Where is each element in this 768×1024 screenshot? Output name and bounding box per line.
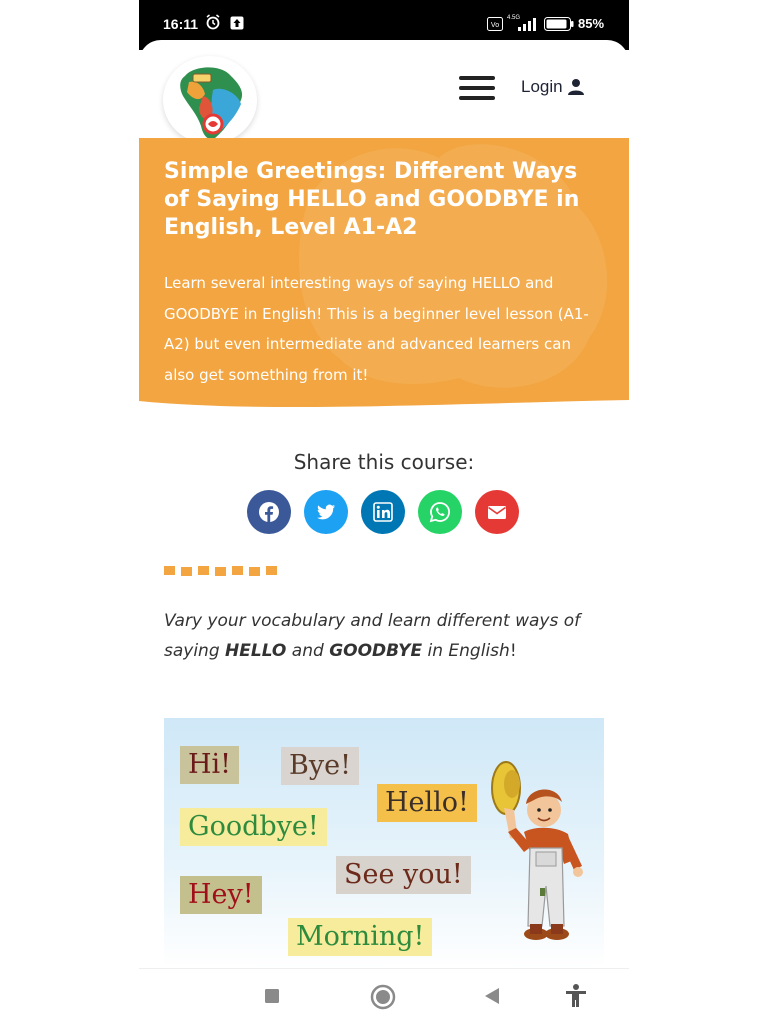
alarm-icon <box>205 14 221 30</box>
signal-icon <box>517 17 537 31</box>
accessibility-icon[interactable] <box>564 983 588 1009</box>
course-hero <box>139 138 629 413</box>
share-title: Share this course: <box>293 450 475 474</box>
linkedin-icon <box>372 501 394 523</box>
user-icon[interactable] <box>567 78 585 96</box>
word-tag: Goodbye! <box>180 808 327 846</box>
battery-icon <box>544 17 574 31</box>
back-icon[interactable] <box>483 986 501 1006</box>
status-time: 16:11 <box>163 16 199 32</box>
africa-logo-icon <box>163 56 257 144</box>
lesson-illustration <box>164 718 604 968</box>
phone-screen <box>139 0 629 1024</box>
intro-text <box>164 606 609 666</box>
share-whatsapp-button[interactable] <box>418 490 462 534</box>
facebook-icon <box>258 501 280 523</box>
word-tag: Hello! <box>377 784 477 822</box>
twitter-icon <box>315 501 337 523</box>
site-logo[interactable] <box>163 56 257 144</box>
word-tag: Bye! <box>281 747 359 785</box>
menu-button[interactable] <box>459 76 495 102</box>
share-twitter-button[interactable] <box>304 490 348 534</box>
share-facebook-button[interactable] <box>247 490 291 534</box>
dashed-divider <box>164 566 284 576</box>
course-description: Learn several interesting ways of saying HELLO and GOODBYE in English! This is a beginner level lesson (A1-A2) but even intermediate and advanced learners can also get something from it! <box>164 274 589 384</box>
volte-icon <box>487 17 503 31</box>
waving-boy-illustration <box>484 748 594 963</box>
intro-text-part: and <box>286 641 330 661</box>
system-nav-bar <box>139 968 629 1024</box>
recents-icon[interactable] <box>263 987 281 1005</box>
word-tag: Hi! <box>180 746 239 784</box>
share-linkedin-button[interactable] <box>361 490 405 534</box>
whatsapp-icon <box>429 501 451 523</box>
share-email-button[interactable] <box>475 490 519 534</box>
course-title: Simple Greetings: Different Ways of Saying HELLO and GOODBYE in English, Level A1-A2 <box>164 159 580 240</box>
battery-percent: 85% <box>578 16 605 31</box>
login-link[interactable]: Login <box>521 77 563 96</box>
home-icon[interactable] <box>370 984 396 1010</box>
network-type: 4.5G <box>507 15 521 21</box>
word-tag: See you! <box>336 856 471 894</box>
intro-goodbye: GOODBYE <box>329 641 423 661</box>
upload-icon <box>230 16 244 30</box>
svg-text:Vo: Vo <box>490 22 500 29</box>
site-header <box>139 40 629 138</box>
intro-hello: HELLO <box>225 641 287 661</box>
email-icon <box>486 501 508 523</box>
intro-text-part: Vary your vocabulary and learn different ways of saying <box>164 611 581 661</box>
word-tag: Hey! <box>180 876 262 914</box>
intro-text-part: in English <box>422 641 510 661</box>
word-tag: Morning! <box>288 918 432 956</box>
intro-text-end: ! <box>509 641 517 661</box>
